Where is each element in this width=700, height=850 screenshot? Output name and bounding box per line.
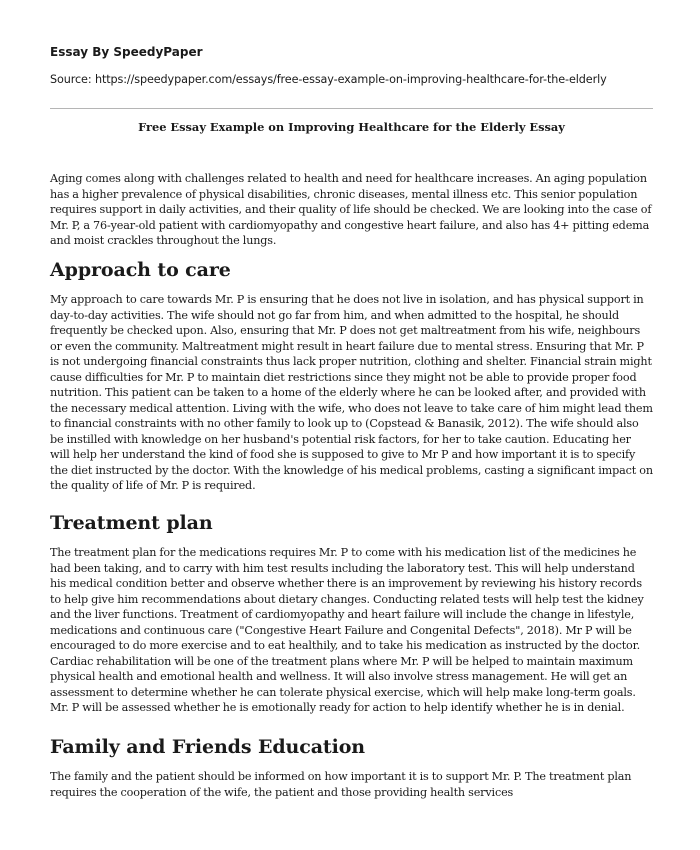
section-treatment-body: [50, 545, 653, 716]
section-heading: Approach to care: [50, 259, 231, 281]
section-approach-body: [50, 292, 653, 494]
section-paragraph: The family and the patient should be informed on how important it is to support Mr. P. The treatment plan requires the cooperation of the wife, the patient and those providing health services: [50, 770, 632, 799]
essay-title: Free Essay Example on Improving Healthcare for the Elderly Essay: [138, 120, 565, 134]
intro-paragraph: Aging comes along with challenges related to health and need for healthcare increases. An aging population has a higher prevalence of physical disabilities, chronic diseases, mental illness etc. This senior population requires support in daily activities, and their quality of life should be checked. We are looking into the case of Mr. P, a 76-year-old patient with cardiomyopathy and congestive heart failure, and also has 4+ pitting edema and moist crackles throughout the lungs.: [50, 172, 652, 247]
intro-block: [50, 171, 653, 249]
section-family: [50, 735, 653, 759]
brand-title: Essay By SpeedyPaper: [50, 45, 203, 59]
section-approach: [50, 258, 653, 282]
section-heading: Treatment plan: [50, 512, 213, 534]
section-family-body: [50, 769, 653, 800]
header-divider: [50, 108, 653, 109]
source-url: Source: https://speedypaper.com/essays/free-essay-example-on-improving-healthcare-for-the-elderly: [50, 73, 607, 86]
section-paragraph: My approach to care towards Mr. P is ensuring that he does not live in isolation, and has physical support in day-to-day activities. The wife should not go far from him, and when admitted to the hospital, he should frequently be checked upon. Also, ensuring that Mr. P does not get maltreatment from his wife, neighbours or even the community. Maltreatment might result in heart failure due to mental stress. Ensuring that Mr. P is not undergoing financial constraints thus lack proper nutrition, clothing and shelter. Financial strain might cause difficulties for Mr. P to maintain diet restrictions since they might not be able to provide proper food nutrition. This patient can be taken to a home of the elderly where he can be looked after, and provided with the necessary medical attention. Living with the wife, who does not leave to take care of him might lead them to financial constraints with no other family to look up to (Copstead & Banasik, 2012). The wife should also be instilled with knowledge on her husband's potential risk factors, for her to take caution. Educating her will help her understand the kind of food she is supposed to give to Mr P and how important it is to specify the diet instructed by the doctor. With the knowledge of his medical problems, casting a significant impact on the quality of life of Mr. P is required.: [50, 293, 653, 492]
section-heading: Family and Friends Education: [50, 736, 366, 758]
section-paragraph: The treatment plan for the medications requires Mr. P to come with his medication list of the medicines he had been taking, and to carry with him test results including the laboratory test. This will help understand his medical condition better and observe whether there is an improvement by reviewing his history records to help give him recommendations about dietary changes. Conducting related tests will help test the kidney and the liver functions. Treatment of cardiomyopathy and heart failure will include the change in lifestyle, medications and continuous care ("Congestive Heart Failure and Congenital Defects", 2018). Mr P will be encouraged to do more exercise and to eat healthily, and to take his medication as instructed by the doctor. Cardiac rehabilitation will be one of the treatment plans where Mr. P will be helped to maintain maximum physical health and emotional health and wellness. It will also involve stress management. He will get an assessment to determine whether he can tolerate physical exercise, which will help make long-term goals. Mr. P will be assessed whether he is emotionally ready for action to help identify whether he is in denial.: [50, 546, 644, 714]
section-treatment: [50, 511, 653, 535]
